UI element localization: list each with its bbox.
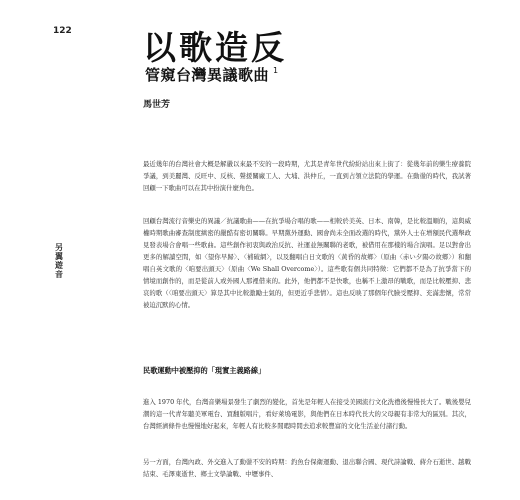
article-title: 以歌造反 <box>143 28 287 67</box>
section-heading: 民歌運動中被壓抑的「現實主義路線」 <box>143 366 266 375</box>
running-head: 另翼遊音 <box>55 243 63 279</box>
body-paragraph-3: 進入 1970 年代，台灣音樂場景發生了劇烈的變化，首先是年輕人在接受美國流行文化洗禮後慢慢長大了。戰後嬰兒潮的這一代青年聽美軍電台、買翻版唱片，看好萊塢電影，與他們在日本時代長大的父母親有非常大的區別。其次，台灣經濟條件也慢慢地好起來，年輕人有比較多閒暇時間去追求較豐富的文化生活並付諸行動。 <box>143 398 471 430</box>
footnote-marker: 1 <box>273 66 279 75</box>
article-subtitle-line <box>145 64 279 85</box>
page-number: 122 <box>53 26 72 36</box>
body-paragraph-1: 最近幾年的台灣社會大概是解嚴以來最不安的一段時期，尤其是青年世代紛紛站出來上街了：從幾年前的樂生療養院爭議，到美麗灣、反旺中、反核、聲援關廠工人、大埔、洪仲丘，一直到占領立法院的學運。在動盪的時代，我試著回顧一下歌曲可以在其中扮演什麼角色。 <box>143 160 471 192</box>
body-paragraph-2: 回顧台灣流行音樂史的異議／抗議歌曲——在抗爭場合唱的歌——相較於美英、日本、南韓，是比較溫順的，這與威權時期歌曲審查制度縝密的嚴酷有密切關聯。早期黨外運動、國會尚未全面改選的時代，黨外人士在增額民代選舉政見發表場合會唱一些歌曲。這些創作初衷與政治反抗、社運並無關聯的老歌，被借用在那樣的場合演唱。足以對會出更多的解讀空間，如〈望你早歸〉、〈補破網〉，以及翻唱自日文歌的〈黃昏的故鄉〉（原曲〈赤い夕陽の故郷〉）和翻唱自英文歌的〈咱要出頭天〉（原曲〈We Shall Overcome〉）。這些歌有個共同特徵：它們都不是為了抗爭當下的情境而創作的，而是從前人或外國人那裡借來的。此外，他們都不是快歌，也稱不上激昂的戰歌，而是比較壓抑、悲哀的歌（〈咱要出頭天〉算是其中比較激勵士氣的，但更近乎悲情）。這也反映了那個年代臉受壓抑、充滿悲懷，常常被迫沉默的心情。 <box>143 217 471 309</box>
article-subtitle: 管窺台灣異議歌曲 <box>145 66 270 84</box>
body-paragraph-4: 另一方面，台灣內政、外交進入了動盪不安的時期：釣魚台保衛運動、退出聯合國、現代詩論戰、蔣介石逝世、越戰結束、毛澤東逝世、鄉土文學論戰、中壢事件、 <box>143 458 471 478</box>
author-name: 馬世芳 <box>143 100 171 110</box>
